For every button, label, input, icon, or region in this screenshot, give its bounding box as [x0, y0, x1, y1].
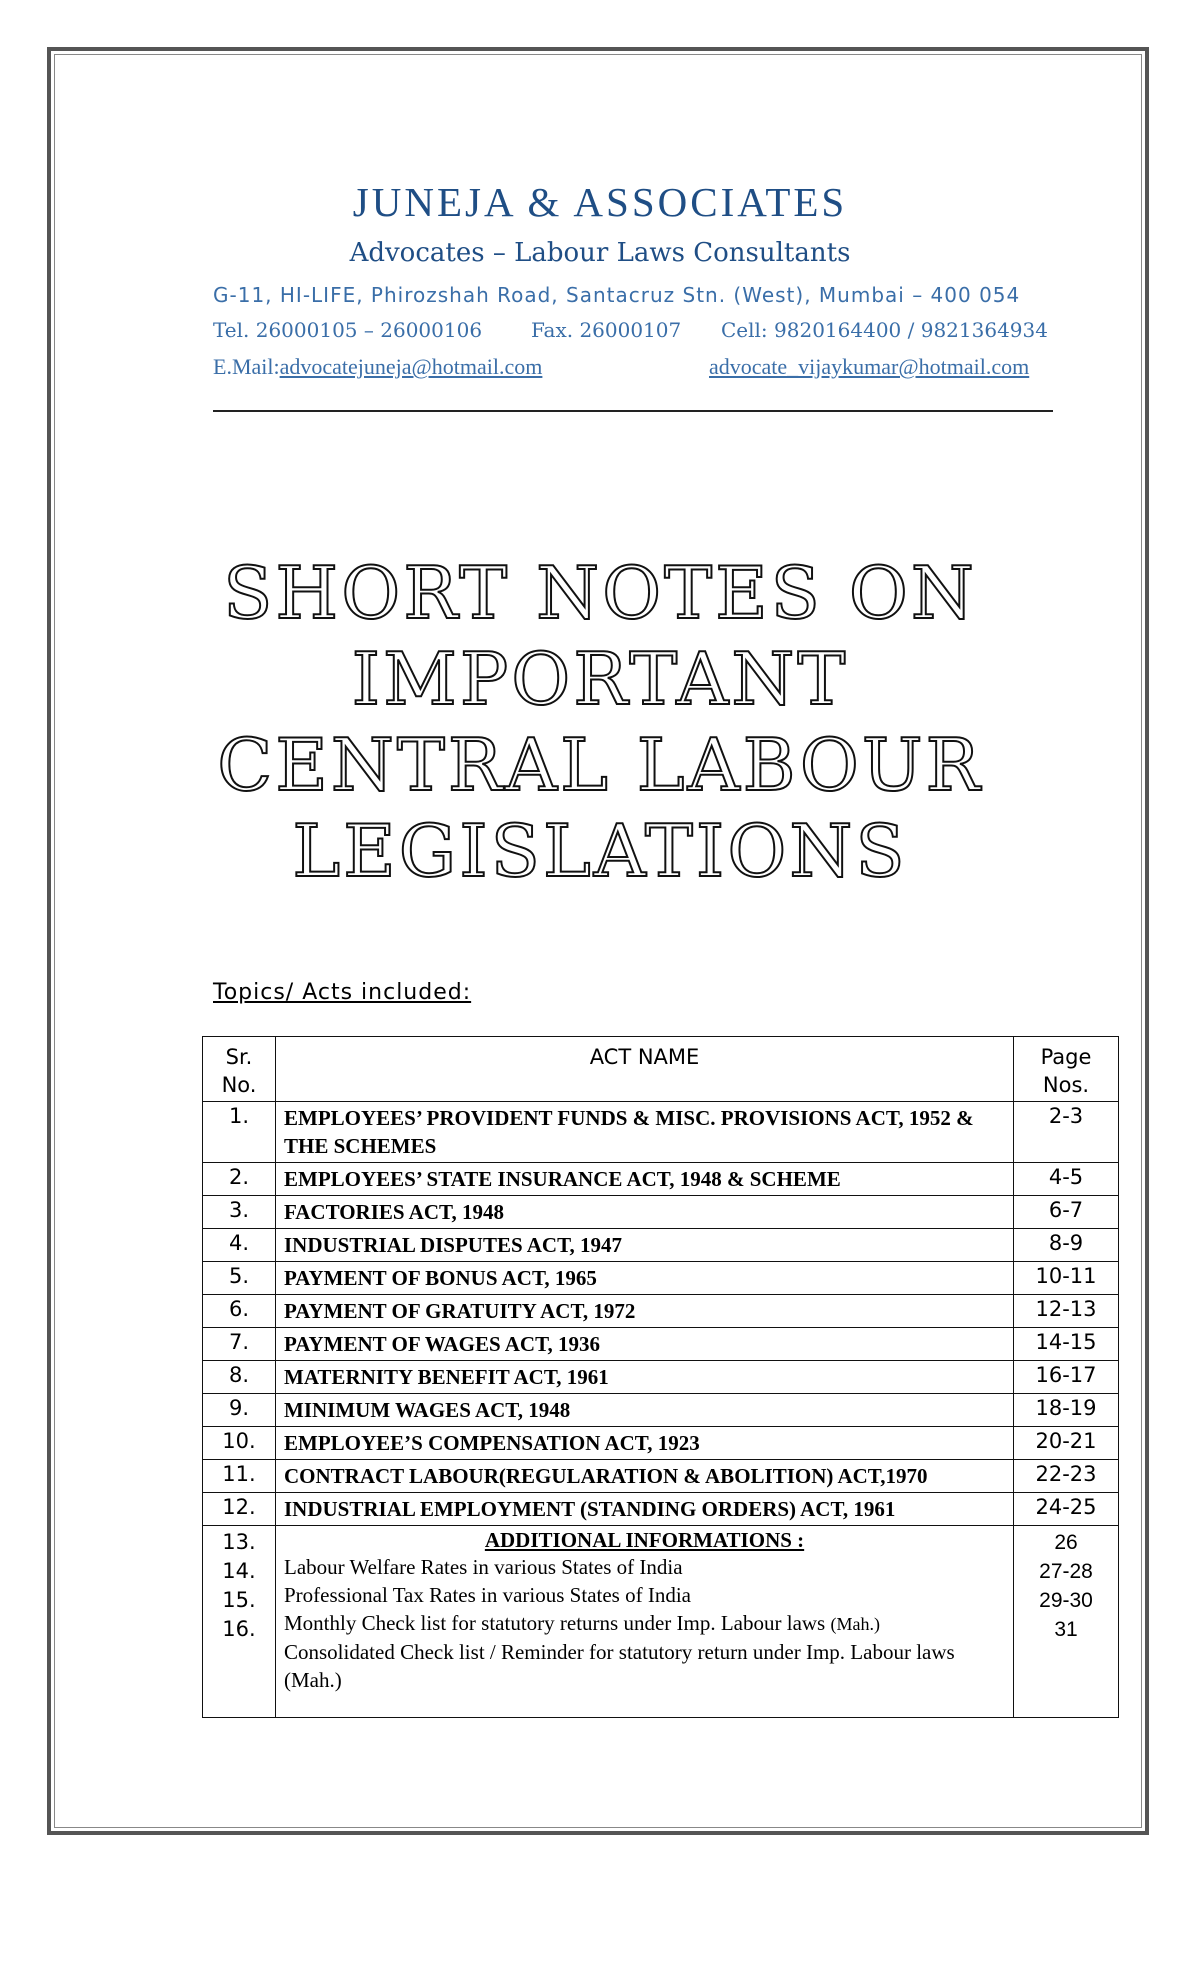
contact-line [213, 318, 1053, 342]
row-act-name: EMPLOYEES’ PROVIDENT FUNDS & MISC. PROVISIONS ACT, 1952 & THE SCHEMES [276, 1102, 1014, 1163]
additional-item-suffix: (Mah.) [830, 1614, 880, 1634]
additional-sr: 15. [222, 1588, 256, 1612]
table-row [203, 1262, 1119, 1295]
header-act-name: ACT NAME [276, 1037, 1014, 1102]
row-sr-no: 3. [203, 1196, 276, 1229]
cell: Cell: 9820164400 / 9821364934 [721, 318, 1048, 342]
table-row [203, 1328, 1119, 1361]
row-page-nos: 12-13 [1014, 1295, 1119, 1328]
row-act-name: INDUSTRIAL EMPLOYMENT (STANDING ORDERS) ACT, 1961 [276, 1493, 1014, 1526]
additional-item [284, 1609, 1005, 1638]
table-row [203, 1102, 1119, 1163]
telephone: Tel. 26000105 – 26000106 [213, 318, 483, 342]
row-page-nos: 10-11 [1014, 1262, 1119, 1295]
table-row [203, 1361, 1119, 1394]
fax: Fax. 26000107 [531, 318, 682, 342]
additional-page: 26 [1054, 1531, 1078, 1554]
email-label: E.Mail: [213, 354, 280, 379]
additional-item: Labour Welfare Rates in various States of India [284, 1555, 683, 1579]
row-act-name: FACTORIES ACT, 1948 [276, 1196, 1014, 1229]
table-row [203, 1460, 1119, 1493]
row-sr-no: 4. [203, 1229, 276, 1262]
table-row [203, 1229, 1119, 1262]
topics-label: Topics/ Acts included: [213, 980, 472, 1005]
row-page-nos: 22-23 [1014, 1460, 1119, 1493]
header-divider [213, 410, 1053, 412]
table-row [203, 1295, 1119, 1328]
row-page-nos: 8-9 [1014, 1229, 1119, 1262]
table-row [203, 1427, 1119, 1460]
additional-sr: 14. [222, 1559, 256, 1583]
acts-table [202, 1036, 1119, 1718]
additional-sr: 16. [222, 1617, 256, 1641]
table-row [203, 1163, 1119, 1196]
row-page-nos: 4-5 [1014, 1163, 1119, 1196]
header-page-nos: Page Nos. [1014, 1037, 1119, 1102]
row-page-nos: 24-25 [1014, 1493, 1119, 1526]
row-sr-no: 5. [203, 1262, 276, 1295]
additional-page: 29-30 [1039, 1589, 1093, 1612]
row-sr-no: 9. [203, 1394, 276, 1427]
row-act-name: PAYMENT OF GRATUITY ACT, 1972 [276, 1295, 1014, 1328]
additional-page-cell [1014, 1526, 1119, 1718]
row-sr-no: 12. [203, 1493, 276, 1526]
table-header-row [203, 1037, 1119, 1102]
additional-sr: 13. [222, 1530, 256, 1554]
additional-info-heading: ADDITIONAL INFORMATIONS : [484, 1528, 805, 1552]
row-sr-no: 10. [203, 1427, 276, 1460]
row-act-name: MATERNITY BENEFIT ACT, 1961 [276, 1361, 1014, 1394]
additional-item: Professional Tax Rates in various States of India [284, 1583, 691, 1607]
row-act-name: PAYMENT OF WAGES ACT, 1936 [276, 1328, 1014, 1361]
additional-info-list [284, 1553, 1005, 1694]
additional-page: 27-28 [1039, 1560, 1093, 1583]
row-act-name: PAYMENT OF BONUS ACT, 1965 [276, 1262, 1014, 1295]
firm-name: JUNEJA & ASSOCIATES [352, 179, 848, 225]
header-sr-no: Sr. No. [203, 1037, 276, 1102]
additional-page: 31 [1054, 1618, 1078, 1641]
table-body [203, 1102, 1119, 1526]
table-row [203, 1196, 1119, 1229]
firm-address: G-11, HI-LIFE, Phirozshah Road, Santacruz Stn. (West), Mumbai – 400 054 [213, 283, 1021, 307]
row-sr-no: 6. [203, 1295, 276, 1328]
row-page-nos: 18-19 [1014, 1394, 1119, 1427]
email-link-1[interactable]: advocatejuneja@hotmail.com [279, 354, 543, 379]
row-act-name: EMPLOYEE’S COMPENSATION ACT, 1923 [276, 1427, 1014, 1460]
additional-item-text: Monthly Check list for statutory returns under Imp. Labour laws [284, 1611, 826, 1635]
row-page-nos: 2-3 [1014, 1102, 1119, 1163]
row-act-name: CONTRACT LABOUR(REGULARATION & ABOLITION) ACT,1970 [276, 1460, 1014, 1493]
email-link-2[interactable]: advocate_vijaykumar@hotmail.com [709, 354, 1030, 379]
additional-info-row [203, 1526, 1119, 1718]
table-row [203, 1394, 1119, 1427]
row-sr-no: 11. [203, 1460, 276, 1493]
title-line-1: SHORT NOTES ON [223, 551, 977, 635]
title-line-2: IMPORTANT [351, 637, 849, 721]
firm-subtitle: Advocates – Labour Laws Consultants [349, 238, 851, 268]
additional-item: Consolidated Check list / Reminder for statutory return under Imp. Labour laws (Mah.) [284, 1640, 955, 1692]
row-act-name: MINIMUM WAGES ACT, 1948 [276, 1394, 1014, 1427]
row-page-nos: 16-17 [1014, 1361, 1119, 1394]
additional-info-cell [276, 1526, 1014, 1718]
title-line-3: CENTRAL LABOUR [217, 723, 983, 807]
row-sr-no: 8. [203, 1361, 276, 1394]
row-page-nos: 14-15 [1014, 1328, 1119, 1361]
row-sr-no: 7. [203, 1328, 276, 1361]
row-page-nos: 6-7 [1014, 1196, 1119, 1229]
row-page-nos: 20-21 [1014, 1427, 1119, 1460]
title-line-4: LEGISLATIONS [292, 809, 908, 893]
row-sr-no: 2. [203, 1163, 276, 1196]
row-sr-no: 1. [203, 1102, 276, 1163]
email-line [213, 354, 1053, 380]
row-act-name: INDUSTRIAL DISPUTES ACT, 1947 [276, 1229, 1014, 1262]
document-title [150, 550, 1050, 894]
table-row [203, 1493, 1119, 1526]
additional-sr-cell [203, 1526, 276, 1718]
row-act-name: EMPLOYEES’ STATE INSURANCE ACT, 1948 & SCHEME [276, 1163, 1014, 1196]
